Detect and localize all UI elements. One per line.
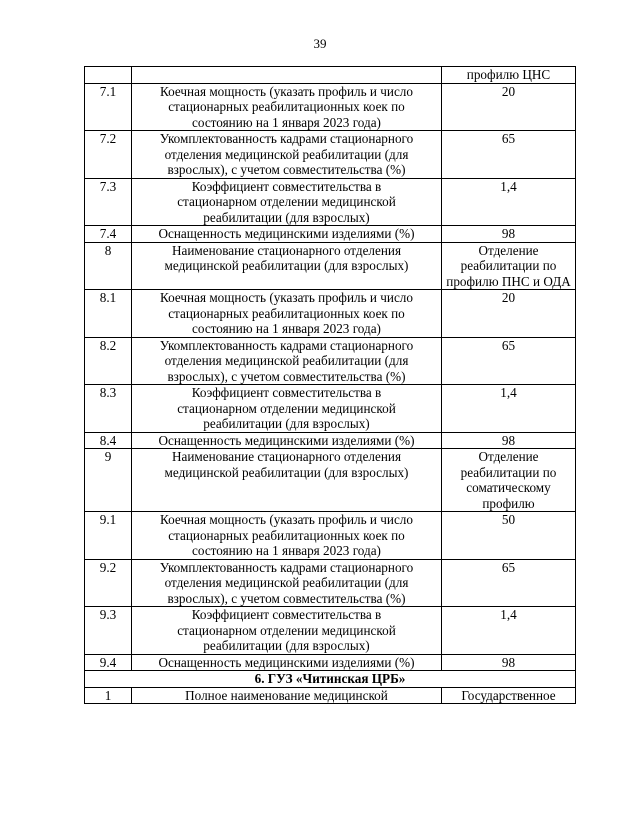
row-name-cell: Наименование стационарного отделения медицинской реабилитации (для взрослых) (132, 449, 442, 512)
row-value-cell: 20 (442, 290, 576, 338)
row-value-cell: 98 (442, 654, 576, 671)
table-row (85, 654, 576, 671)
row-value-cell: 1,4 (442, 385, 576, 433)
row-name-cell: Оснащенность медицинскими изделиями (%) (132, 432, 442, 449)
page-number: 39 (313, 36, 327, 51)
section-title: 6. ГУЗ «Читинская ЦРБ» (85, 671, 576, 688)
row-value-cell: 1,4 (442, 607, 576, 655)
table-row (85, 242, 576, 290)
table-body (85, 67, 576, 704)
table-row (85, 131, 576, 179)
row-value-cell: 65 (442, 559, 576, 607)
row-number-cell: 9 (85, 449, 132, 512)
row-value-cell: профилю ЦНС (442, 67, 576, 84)
row-number-cell: 8.3 (85, 385, 132, 433)
row-number-cell: 7.1 (85, 83, 132, 131)
table-row (85, 432, 576, 449)
row-name-cell: Укомплектованность кадрами стационарного отделения медицинской реабилитации (для взрослых), с учетом совместительства (%) (132, 337, 442, 385)
row-number-cell: 7.4 (85, 226, 132, 243)
data-table (84, 66, 576, 704)
table-row (85, 67, 576, 84)
row-number-cell: 7.3 (85, 178, 132, 226)
table-row (85, 290, 576, 338)
row-value-cell: Государственное (442, 687, 576, 704)
row-name-cell: Оснащенность медицинскими изделиями (%) (132, 226, 442, 243)
row-name-cell: Укомплектованность кадрами стационарного отделения медицинской реабилитации (для взрослых), с учетом совместительства (%) (132, 131, 442, 179)
table-row (85, 607, 576, 655)
table-row (85, 449, 576, 512)
row-name-cell (132, 67, 442, 84)
row-name-cell: Наименование стационарного отделения медицинской реабилитации (для взрослых) (132, 242, 442, 290)
row-number-cell: 8.1 (85, 290, 132, 338)
table-row (85, 385, 576, 433)
table-row (85, 512, 576, 560)
table-row (85, 178, 576, 226)
row-value-cell: 98 (442, 226, 576, 243)
row-name-cell: Коэффициент совместительства в стационарном отделении медицинской реабилитации (для взрослых) (132, 178, 442, 226)
row-name-cell: Укомплектованность кадрами стационарного отделения медицинской реабилитации (для взрослых), с учетом совместительства (%) (132, 559, 442, 607)
row-number-cell: 9.3 (85, 607, 132, 655)
row-number-cell: 8.2 (85, 337, 132, 385)
row-value-cell: 1,4 (442, 178, 576, 226)
row-number-cell: 9.2 (85, 559, 132, 607)
row-number-cell: 8.4 (85, 432, 132, 449)
table-row (85, 687, 576, 704)
row-number-cell: 8 (85, 242, 132, 290)
section-row (85, 671, 576, 688)
row-value-cell: Отделение реабилитации по профилю ПНС и ОДА (442, 242, 576, 290)
row-number-cell: 1 (85, 687, 132, 704)
row-number-cell: 9.4 (85, 654, 132, 671)
row-value-cell: Отделение реабилитации по соматическому профилю (442, 449, 576, 512)
row-name-cell: Коечная мощность (указать профиль и число стационарных реабилитационных коек по состоянию на 1 января 2023 года) (132, 83, 442, 131)
row-name-cell: Коэффициент совместительства в стационарном отделении медицинской реабилитации (для взрослых) (132, 607, 442, 655)
row-number-cell: 9.1 (85, 512, 132, 560)
row-value-cell: 50 (442, 512, 576, 560)
row-value-cell: 98 (442, 432, 576, 449)
row-name-cell: Коечная мощность (указать профиль и число стационарных реабилитационных коек по состоянию на 1 января 2023 года) (132, 512, 442, 560)
row-value-cell: 65 (442, 131, 576, 179)
row-name-cell: Полное наименование медицинской (132, 687, 442, 704)
table-row (85, 337, 576, 385)
row-number-cell (85, 67, 132, 84)
row-name-cell: Коэффициент совместительства в стационарном отделении медицинской реабилитации (для взрослых) (132, 385, 442, 433)
row-name-cell: Коечная мощность (указать профиль и число стационарных реабилитационных коек по состоянию на 1 января 2023 года) (132, 290, 442, 338)
row-number-cell: 7.2 (85, 131, 132, 179)
table-row (85, 226, 576, 243)
table-row (85, 83, 576, 131)
row-value-cell: 20 (442, 83, 576, 131)
table-row (85, 559, 576, 607)
row-value-cell: 65 (442, 337, 576, 385)
row-name-cell: Оснащенность медицинскими изделиями (%) (132, 654, 442, 671)
